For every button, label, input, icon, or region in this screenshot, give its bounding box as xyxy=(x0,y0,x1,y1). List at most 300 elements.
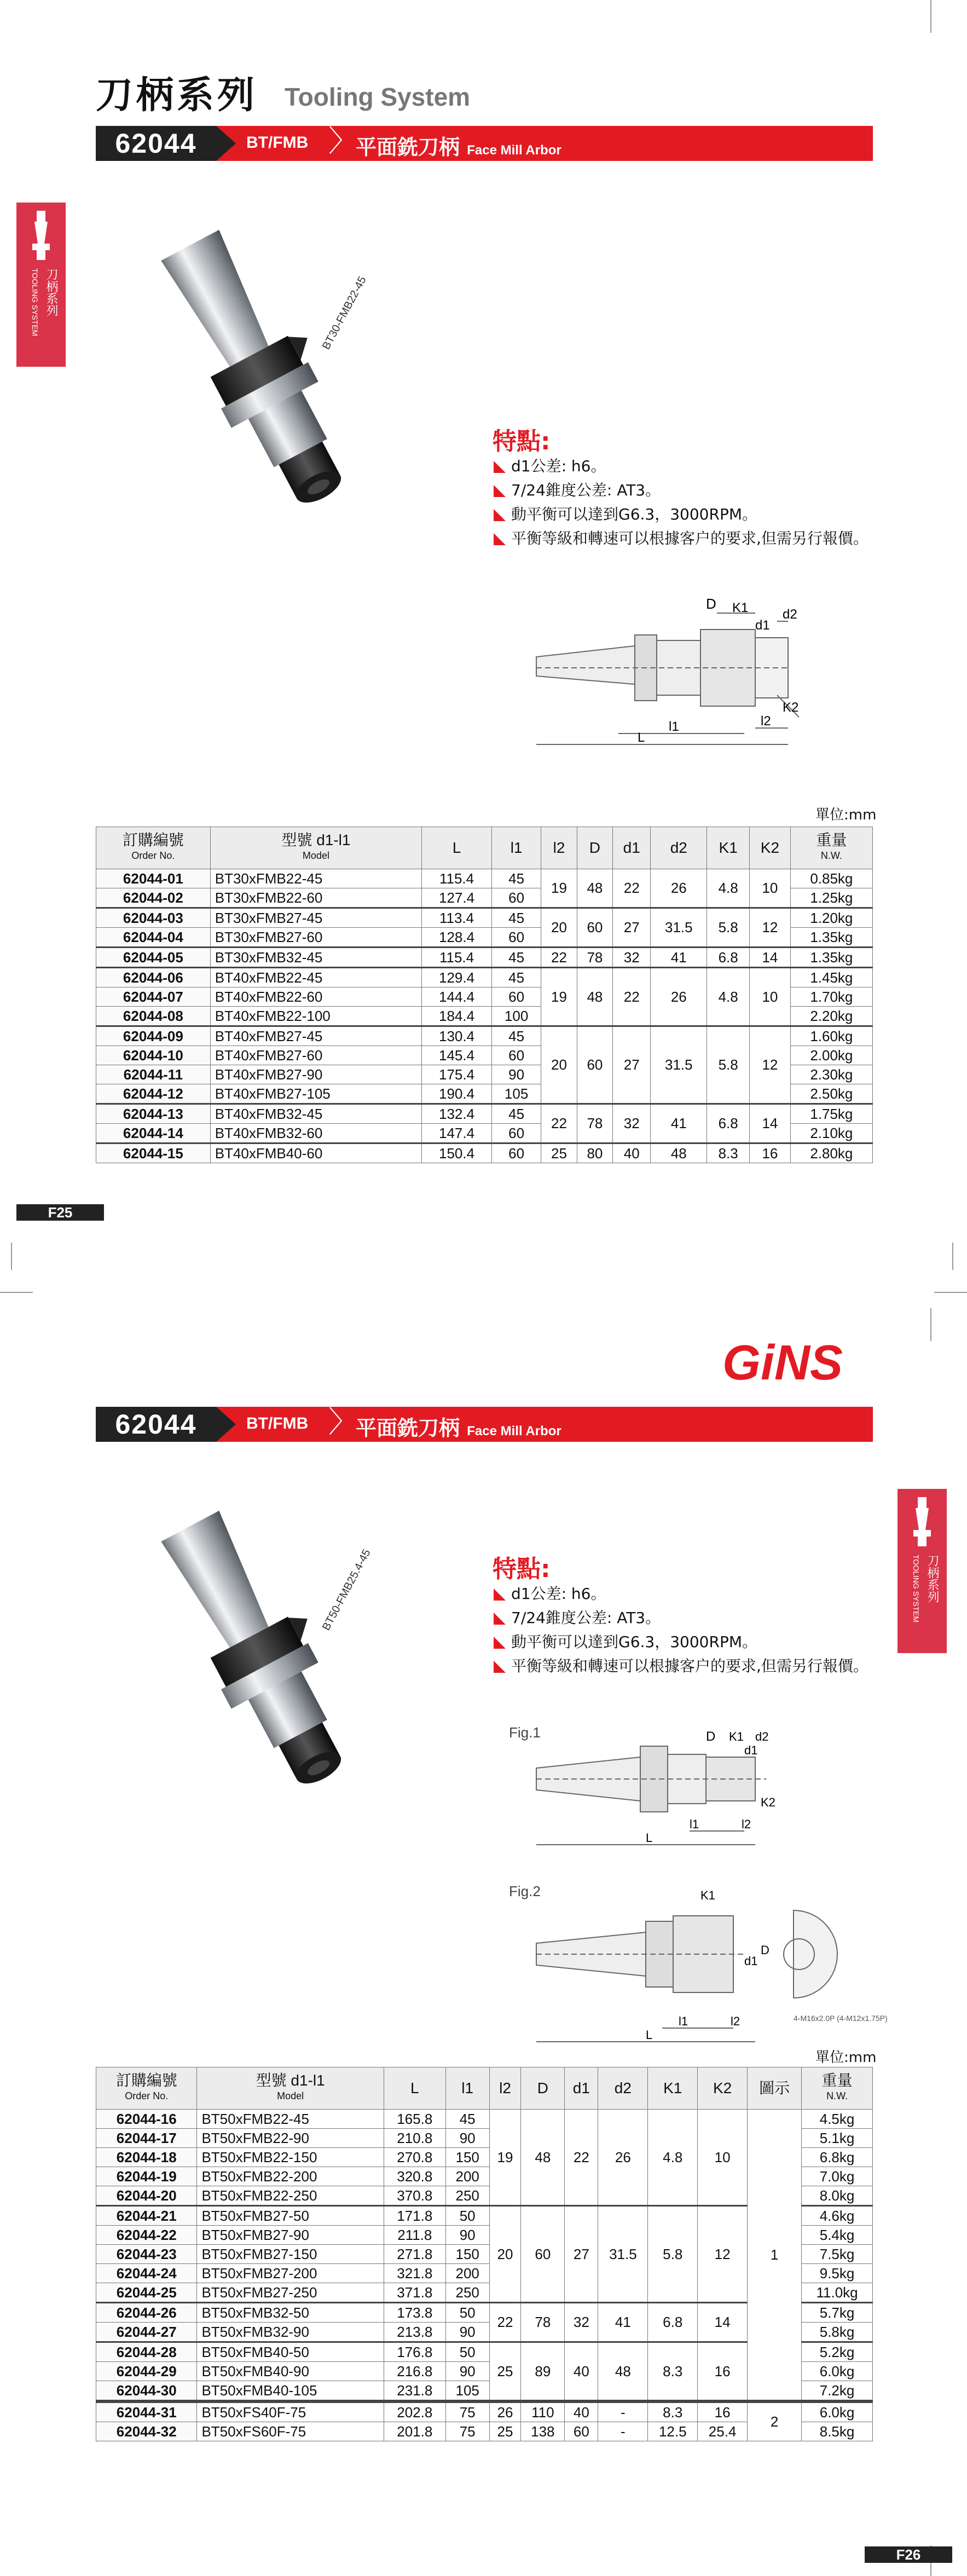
table-cell: 1.75kg xyxy=(790,1104,872,1124)
svg-text:d1: d1 xyxy=(744,1954,758,1968)
table-cell: 144.4 xyxy=(422,987,492,1007)
table-cell: 2 xyxy=(748,2401,802,2441)
table-cell: 1.35kg xyxy=(790,948,872,968)
table-cell: 22 xyxy=(541,948,577,968)
table-cell: 62044-28 xyxy=(96,2342,197,2362)
table-cell: 45 xyxy=(445,2110,489,2129)
fig2-note: 4-M16x2.0P (4-M12x1.75P) xyxy=(794,2014,888,2023)
table-cell: 145.4 xyxy=(422,1046,492,1065)
table-cell: 22 xyxy=(489,2303,521,2342)
table-cell: BT50xFMB22-150 xyxy=(197,2148,384,2167)
section-title: 平面銑刀柄 Face Mill Arbor xyxy=(356,135,561,159)
table-cell: 5.4kg xyxy=(802,2226,873,2245)
table-cell: BT40xFMB32-45 xyxy=(210,1104,421,1124)
table-cell: 184.4 xyxy=(422,1007,492,1026)
table-cell: 7.0kg xyxy=(802,2167,873,2186)
table-cell: 5.7kg xyxy=(802,2303,873,2323)
table-cell: 62044-06 xyxy=(96,968,211,987)
section-title: 平面銑刀柄 Face Mill Arbor xyxy=(356,1416,561,1440)
table-header: D xyxy=(577,827,612,869)
table-cell: 138 xyxy=(521,2422,565,2441)
table-cell: 62044-08 xyxy=(96,1007,211,1026)
diagram-label-d1: d1 xyxy=(755,618,770,633)
table-cell: 1.35kg xyxy=(790,928,872,948)
table-cell: BT50xFMB27-50 xyxy=(197,2206,384,2226)
table-cell: 31.5 xyxy=(651,908,707,948)
svg-text:d2: d2 xyxy=(755,1730,769,1743)
table-cell: 5.1kg xyxy=(802,2129,873,2148)
table-cell: 62044-07 xyxy=(96,987,211,1007)
section-sub: BT/FMB xyxy=(246,134,309,152)
table-cell: 78 xyxy=(521,2303,565,2342)
table-cell: 20 xyxy=(489,2206,521,2303)
table-cell: 45 xyxy=(491,948,541,968)
tool-holder-icon xyxy=(25,211,57,260)
table-cell: 115.4 xyxy=(422,869,492,888)
feature-item: d1公差: h6。 xyxy=(493,454,876,478)
table-cell: 176.8 xyxy=(384,2342,445,2362)
table-cell: 62044-16 xyxy=(96,2110,197,2129)
table-header: K2 xyxy=(750,827,791,869)
table-cell: BT50xFMB32-90 xyxy=(197,2323,384,2342)
diagram-label-k2: K2 xyxy=(783,700,799,715)
table-cell: 41 xyxy=(598,2303,648,2342)
table-cell: 60 xyxy=(565,2422,598,2441)
table-row xyxy=(96,869,873,888)
table-cell: 62044-18 xyxy=(96,2148,197,2167)
table-cell: 90 xyxy=(445,2129,489,2148)
table-cell: BT40xFMB32-60 xyxy=(210,1124,421,1143)
table-cell: 2.00kg xyxy=(790,1046,872,1065)
table-cell: 60 xyxy=(491,888,541,908)
table-cell: 16 xyxy=(698,2342,748,2402)
table-cell: BT30xFMB22-45 xyxy=(210,869,421,888)
chevron-right-icon: 〉 xyxy=(328,125,358,158)
table-cell: 200 xyxy=(445,2264,489,2283)
table-cell: BT50xFMB22-90 xyxy=(197,2129,384,2148)
svg-text:l2: l2 xyxy=(742,1817,751,1831)
section-sub: BT/FMB xyxy=(246,1414,309,1433)
table-cell: 62044-11 xyxy=(96,1065,211,1084)
table-cell: BT30xFMB22-60 xyxy=(210,888,421,908)
table-cell: BT50xFMB40-105 xyxy=(197,2381,384,2402)
table-cell: 60 xyxy=(491,1046,541,1065)
table-cell: BT50xFMB22-200 xyxy=(197,2167,384,2186)
table-cell: 75 xyxy=(445,2422,489,2441)
table-cell: 50 xyxy=(445,2342,489,2362)
spec-table xyxy=(96,827,873,1163)
table-cell: 60 xyxy=(577,908,612,948)
table-cell: 4.8 xyxy=(707,968,750,1026)
feature-item: 動平衡可以達到G6.3，3000RPM。 xyxy=(493,1630,876,1654)
table-cell: 60 xyxy=(491,987,541,1007)
table-cell: 45 xyxy=(491,968,541,987)
table-cell: 6.8 xyxy=(707,948,750,968)
table-cell: 50 xyxy=(445,2206,489,2226)
unit-label: 單位:mm xyxy=(815,807,877,823)
table-cell: 60 xyxy=(577,1026,612,1104)
table-cell: 175.4 xyxy=(422,1065,492,1084)
table-cell: 19 xyxy=(541,869,577,908)
table-cell: 250 xyxy=(445,2186,489,2206)
table-cell: 231.8 xyxy=(384,2381,445,2402)
table-row xyxy=(96,2110,873,2129)
table-cell: 62044-17 xyxy=(96,2129,197,2148)
dimension-diagram-fig2 xyxy=(525,1878,888,2053)
table-cell: - xyxy=(598,2401,648,2422)
table-cell: 62044-15 xyxy=(96,1143,211,1163)
table-cell: BT30xFMB32-45 xyxy=(210,948,421,968)
table-cell: 20 xyxy=(541,908,577,948)
table-header: d2 xyxy=(651,827,707,869)
table-cell: 45 xyxy=(491,1026,541,1046)
feature-item: 平衡等級和轉速可以根據客户的要求,但需另行報價。 xyxy=(493,1654,876,1678)
table-cell: 147.4 xyxy=(422,1124,492,1143)
table-cell: 31.5 xyxy=(598,2206,648,2303)
table-header: 訂購編號 Order No. xyxy=(96,2067,197,2110)
table-cell: BT40xFMB27-90 xyxy=(210,1065,421,1084)
table-header: d2 xyxy=(598,2067,648,2110)
table-cell: 4.6kg xyxy=(802,2206,873,2226)
table-cell: BT50xFMB22-45 xyxy=(197,2110,384,2129)
table-cell: BT40xFMB22-100 xyxy=(210,1007,421,1026)
table-cell: 11.0kg xyxy=(802,2283,873,2303)
table-cell: 19 xyxy=(489,2110,521,2206)
table-cell: 5.8 xyxy=(648,2206,698,2303)
table-cell: 62044-31 xyxy=(96,2401,197,2422)
table-row xyxy=(96,968,873,987)
table-cell: 22 xyxy=(613,869,651,908)
tool-photo xyxy=(120,1478,471,1784)
table-row xyxy=(96,1026,873,1046)
table-cell: 105 xyxy=(491,1084,541,1104)
table-cell: 40 xyxy=(565,2342,598,2402)
table-row xyxy=(96,2401,873,2422)
table-cell: 62044-21 xyxy=(96,2206,197,2226)
table-header: K1 xyxy=(707,827,750,869)
table-header: d1 xyxy=(613,827,651,869)
table-cell: 1.60kg xyxy=(790,1026,872,1046)
feature-item: 平衡等級和轉速可以根據客户的要求,但需另行報價。 xyxy=(493,527,876,551)
table-cell: 270.8 xyxy=(384,2148,445,2167)
table-cell: 60 xyxy=(521,2206,565,2303)
table-cell: 62044-25 xyxy=(96,2283,197,2303)
table-cell: 20 xyxy=(541,1026,577,1104)
table-cell: 25.4 xyxy=(698,2422,748,2441)
section-code: 62044 xyxy=(96,1407,216,1442)
tool-photo xyxy=(120,197,471,504)
table-cell: 62044-22 xyxy=(96,2226,197,2245)
table-cell: 127.4 xyxy=(422,888,492,908)
table-cell: - xyxy=(598,2422,648,2441)
table-header: d1 xyxy=(565,2067,598,2110)
table-cell: 60 xyxy=(491,1124,541,1143)
tool-marking: BT50-FMB25.4-45 xyxy=(320,1547,373,1633)
diagram-label-l1: l1 xyxy=(669,719,679,734)
table-cell: 12.5 xyxy=(648,2422,698,2441)
table-cell: 78 xyxy=(577,948,612,968)
table-cell: 1.70kg xyxy=(790,987,872,1007)
table-header: L xyxy=(422,827,492,869)
table-header: 圖示 xyxy=(748,2067,802,2110)
svg-text:l1: l1 xyxy=(690,1817,699,1831)
table-cell: 62044-19 xyxy=(96,2167,197,2186)
table-cell: 62044-26 xyxy=(96,2303,197,2323)
table-cell: 0.85kg xyxy=(790,869,872,888)
table-cell: 62044-02 xyxy=(96,888,211,908)
brand-logo xyxy=(722,1336,887,1390)
table-cell: 16 xyxy=(750,1143,791,1163)
table-cell: BT40xFMB27-60 xyxy=(210,1046,421,1065)
table-cell: 62044-30 xyxy=(96,2381,197,2402)
table-cell: 1.45kg xyxy=(790,968,872,987)
crop-mark xyxy=(11,1243,12,1270)
page-number: F26 xyxy=(865,2546,952,2563)
table-header: L xyxy=(384,2067,445,2110)
table-cell: 371.8 xyxy=(384,2283,445,2303)
table-cell: 90 xyxy=(445,2226,489,2245)
table-cell: 45 xyxy=(491,869,541,888)
diagram-label-k1: K1 xyxy=(732,600,749,615)
table-header: 型號 d1-l1 Model xyxy=(210,827,421,869)
table-cell: 7.5kg xyxy=(802,2245,873,2264)
table-cell: 370.8 xyxy=(384,2186,445,2206)
table-cell: 12 xyxy=(750,908,791,948)
table-cell: 2.20kg xyxy=(790,1007,872,1026)
table-cell: 320.8 xyxy=(384,2167,445,2186)
table-cell: 48 xyxy=(651,1143,707,1163)
table-cell: 6.8 xyxy=(648,2303,698,2342)
table-cell: BT40xFMB27-45 xyxy=(210,1026,421,1046)
page-title-en: Tooling System xyxy=(285,83,471,111)
table-header: 訂購編號 Order No. xyxy=(96,827,211,869)
table-cell: 100 xyxy=(491,1007,541,1026)
page-number: F25 xyxy=(16,1204,104,1221)
table-cell: 2.30kg xyxy=(790,1065,872,1084)
table-cell: BT50xFMB22-250 xyxy=(197,2186,384,2206)
table-cell: 48 xyxy=(598,2342,648,2402)
crop-mark xyxy=(952,1243,953,1270)
table-cell: 8.3 xyxy=(648,2342,698,2402)
table-cell: 173.8 xyxy=(384,2303,445,2323)
table-cell: 27 xyxy=(613,908,651,948)
svg-text:K1: K1 xyxy=(729,1730,744,1743)
table-cell: 14 xyxy=(698,2303,748,2342)
table-cell: 165.8 xyxy=(384,2110,445,2129)
table-cell: 75 xyxy=(445,2401,489,2422)
svg-text:K2: K2 xyxy=(761,1795,775,1809)
table-cell: 19 xyxy=(541,968,577,1026)
table-cell: 8.5kg xyxy=(802,2422,873,2441)
table-cell: BT50xFMB40-50 xyxy=(197,2342,384,2362)
diagram-label-l2: l2 xyxy=(761,714,771,729)
table-cell: 250 xyxy=(445,2283,489,2303)
table-cell: 200 xyxy=(445,2167,489,2186)
table-header: l2 xyxy=(489,2067,521,2110)
table-cell: 7.2kg xyxy=(802,2381,873,2402)
table-cell: 62044-20 xyxy=(96,2186,197,2206)
table-cell: 26 xyxy=(489,2401,521,2422)
table-cell: 6.0kg xyxy=(802,2362,873,2381)
table-cell: 14 xyxy=(750,948,791,968)
table-cell: 31.5 xyxy=(651,1026,707,1104)
dimension-diagram xyxy=(525,575,810,761)
table-cell: 110 xyxy=(521,2401,565,2422)
table-cell: BT50xFS60F-75 xyxy=(197,2422,384,2441)
table-cell: 1.25kg xyxy=(790,888,872,908)
diagram-label-d2: d2 xyxy=(783,607,797,622)
feature-item: 動平衡可以達到G6.3，3000RPM。 xyxy=(493,503,876,527)
table-cell: 5.8kg xyxy=(802,2323,873,2342)
table-cell: 62044-29 xyxy=(96,2362,197,2381)
table-cell: 12 xyxy=(750,1026,791,1104)
table-cell: 62044-27 xyxy=(96,2323,197,2342)
features-list xyxy=(493,454,876,551)
table-row xyxy=(96,1104,873,1124)
table-cell: 5.8 xyxy=(707,1026,750,1104)
table-cell: 26 xyxy=(598,2110,648,2206)
table-cell: 90 xyxy=(445,2362,489,2381)
feature-item: 7/24錐度公差: AT3。 xyxy=(493,1606,876,1630)
table-cell: 271.8 xyxy=(384,2245,445,2264)
table-cell: 10 xyxy=(750,968,791,1026)
feature-item: d1公差: h6。 xyxy=(493,1582,876,1606)
table-cell: 321.8 xyxy=(384,2264,445,2283)
table-cell: 25 xyxy=(489,2342,521,2402)
table-cell: 14 xyxy=(750,1104,791,1143)
table-cell: 62044-05 xyxy=(96,948,211,968)
table-header: l1 xyxy=(445,2067,489,2110)
table-cell: BT50xFMB27-250 xyxy=(197,2283,384,2303)
table-cell: 62044-03 xyxy=(96,908,211,928)
table-cell: 8.3 xyxy=(648,2401,698,2422)
table-cell: 128.4 xyxy=(422,928,492,948)
features-title: 特點: xyxy=(493,428,551,455)
table-cell: 48 xyxy=(577,869,612,908)
table-cell: 5.8 xyxy=(707,908,750,948)
table-cell: 62044-01 xyxy=(96,869,211,888)
table-cell: 132.4 xyxy=(422,1104,492,1124)
table-header: 重量 N.W. xyxy=(790,827,872,869)
table-cell: BT40xFMB22-45 xyxy=(210,968,421,987)
fig-label: Fig.1 xyxy=(509,1724,541,1741)
table-cell: 40 xyxy=(565,2401,598,2422)
table-cell: 113.4 xyxy=(422,908,492,928)
table-cell: 130.4 xyxy=(422,1026,492,1046)
table-cell: 2.80kg xyxy=(790,1143,872,1163)
table-cell: 8.3 xyxy=(707,1143,750,1163)
table-header: K1 xyxy=(648,2067,698,2110)
table-header: D xyxy=(521,2067,565,2110)
table-cell: 6.0kg xyxy=(802,2401,873,2422)
table-cell: 25 xyxy=(489,2422,521,2441)
fig-label: Fig.2 xyxy=(509,1883,541,1899)
svg-text:GiNS: GiNS xyxy=(722,1336,843,1390)
table-cell: 27 xyxy=(565,2206,598,2303)
svg-text:l1: l1 xyxy=(679,2014,688,2028)
side-tab-label-cn: 刀柄系列 xyxy=(44,268,58,316)
tool-marking: BT30-FMB22-45 xyxy=(320,274,369,352)
table-cell: BT50xFMB27-90 xyxy=(197,2226,384,2245)
table-row xyxy=(96,1143,873,1163)
table-cell: 45 xyxy=(491,1104,541,1124)
crop-mark xyxy=(930,1308,931,1341)
table-cell: 62044-04 xyxy=(96,928,211,948)
table-cell: 78 xyxy=(577,1104,612,1143)
table-cell: 115.4 xyxy=(422,948,492,968)
table-cell: 10 xyxy=(698,2110,748,2206)
table-cell: 41 xyxy=(651,948,707,968)
diagram-label-l: L xyxy=(638,730,645,745)
features-list xyxy=(493,1582,876,1678)
table-cell: 32 xyxy=(613,1104,651,1143)
table-cell: BT50xFMB40-90 xyxy=(197,2362,384,2381)
table-cell: 210.8 xyxy=(384,2129,445,2148)
table-header: 重量 N.W. xyxy=(802,2067,873,2110)
svg-text:D: D xyxy=(761,1943,769,1957)
table-cell: 213.8 xyxy=(384,2323,445,2342)
table-cell: 62044-32 xyxy=(96,2422,197,2441)
table-cell: 48 xyxy=(577,968,612,1026)
table-cell: 41 xyxy=(651,1104,707,1143)
table-cell: 62044-10 xyxy=(96,1046,211,1065)
table-cell: BT50xFMB27-200 xyxy=(197,2264,384,2283)
side-tab xyxy=(897,1489,947,1653)
table-cell: 62044-12 xyxy=(96,1084,211,1104)
table-cell: 150.4 xyxy=(422,1143,492,1163)
table-cell: 26 xyxy=(651,968,707,1026)
page-title-cn: 刀柄系列 xyxy=(96,74,258,117)
table-cell: 10 xyxy=(750,869,791,908)
table-cell: 60 xyxy=(491,1143,541,1163)
table-cell: 171.8 xyxy=(384,2206,445,2226)
table-cell: 50 xyxy=(445,2303,489,2323)
side-tab xyxy=(16,203,66,367)
unit-label: 單位:mm xyxy=(815,2049,877,2066)
table-cell: 4.8 xyxy=(707,869,750,908)
table-cell: 16 xyxy=(698,2401,748,2422)
table-cell: 6.8 xyxy=(707,1104,750,1143)
table-cell: 62044-24 xyxy=(96,2264,197,2283)
table-cell: 62044-14 xyxy=(96,1124,211,1143)
table-cell: 62044-13 xyxy=(96,1104,211,1124)
table-cell: 1.20kg xyxy=(790,908,872,928)
feature-item: 7/24錐度公差: AT3。 xyxy=(493,478,876,503)
table-cell: 25 xyxy=(541,1143,577,1163)
table-cell: 80 xyxy=(577,1143,612,1163)
features-title: 特點: xyxy=(493,1555,551,1583)
table-cell: 2.50kg xyxy=(790,1084,872,1104)
table-cell: 216.8 xyxy=(384,2362,445,2381)
spec-table xyxy=(96,2067,873,2441)
table-cell: 150 xyxy=(445,2245,489,2264)
table-cell: 4.5kg xyxy=(802,2110,873,2129)
table-cell: 6.8kg xyxy=(802,2148,873,2167)
crop-mark xyxy=(934,1292,967,1293)
table-row xyxy=(96,908,873,928)
diagram-label-d: D xyxy=(706,596,716,612)
table-cell: 22 xyxy=(613,968,651,1026)
table-cell: 9.5kg xyxy=(802,2264,873,2283)
table-cell: 12 xyxy=(698,2206,748,2303)
table-cell: 105 xyxy=(445,2381,489,2402)
table-cell: 90 xyxy=(445,2323,489,2342)
svg-text:D: D xyxy=(706,1729,716,1744)
table-cell: 27 xyxy=(613,1026,651,1104)
tool-holder-icon xyxy=(906,1497,939,1546)
table-cell: 202.8 xyxy=(384,2401,445,2422)
table-header: l1 xyxy=(491,827,541,869)
